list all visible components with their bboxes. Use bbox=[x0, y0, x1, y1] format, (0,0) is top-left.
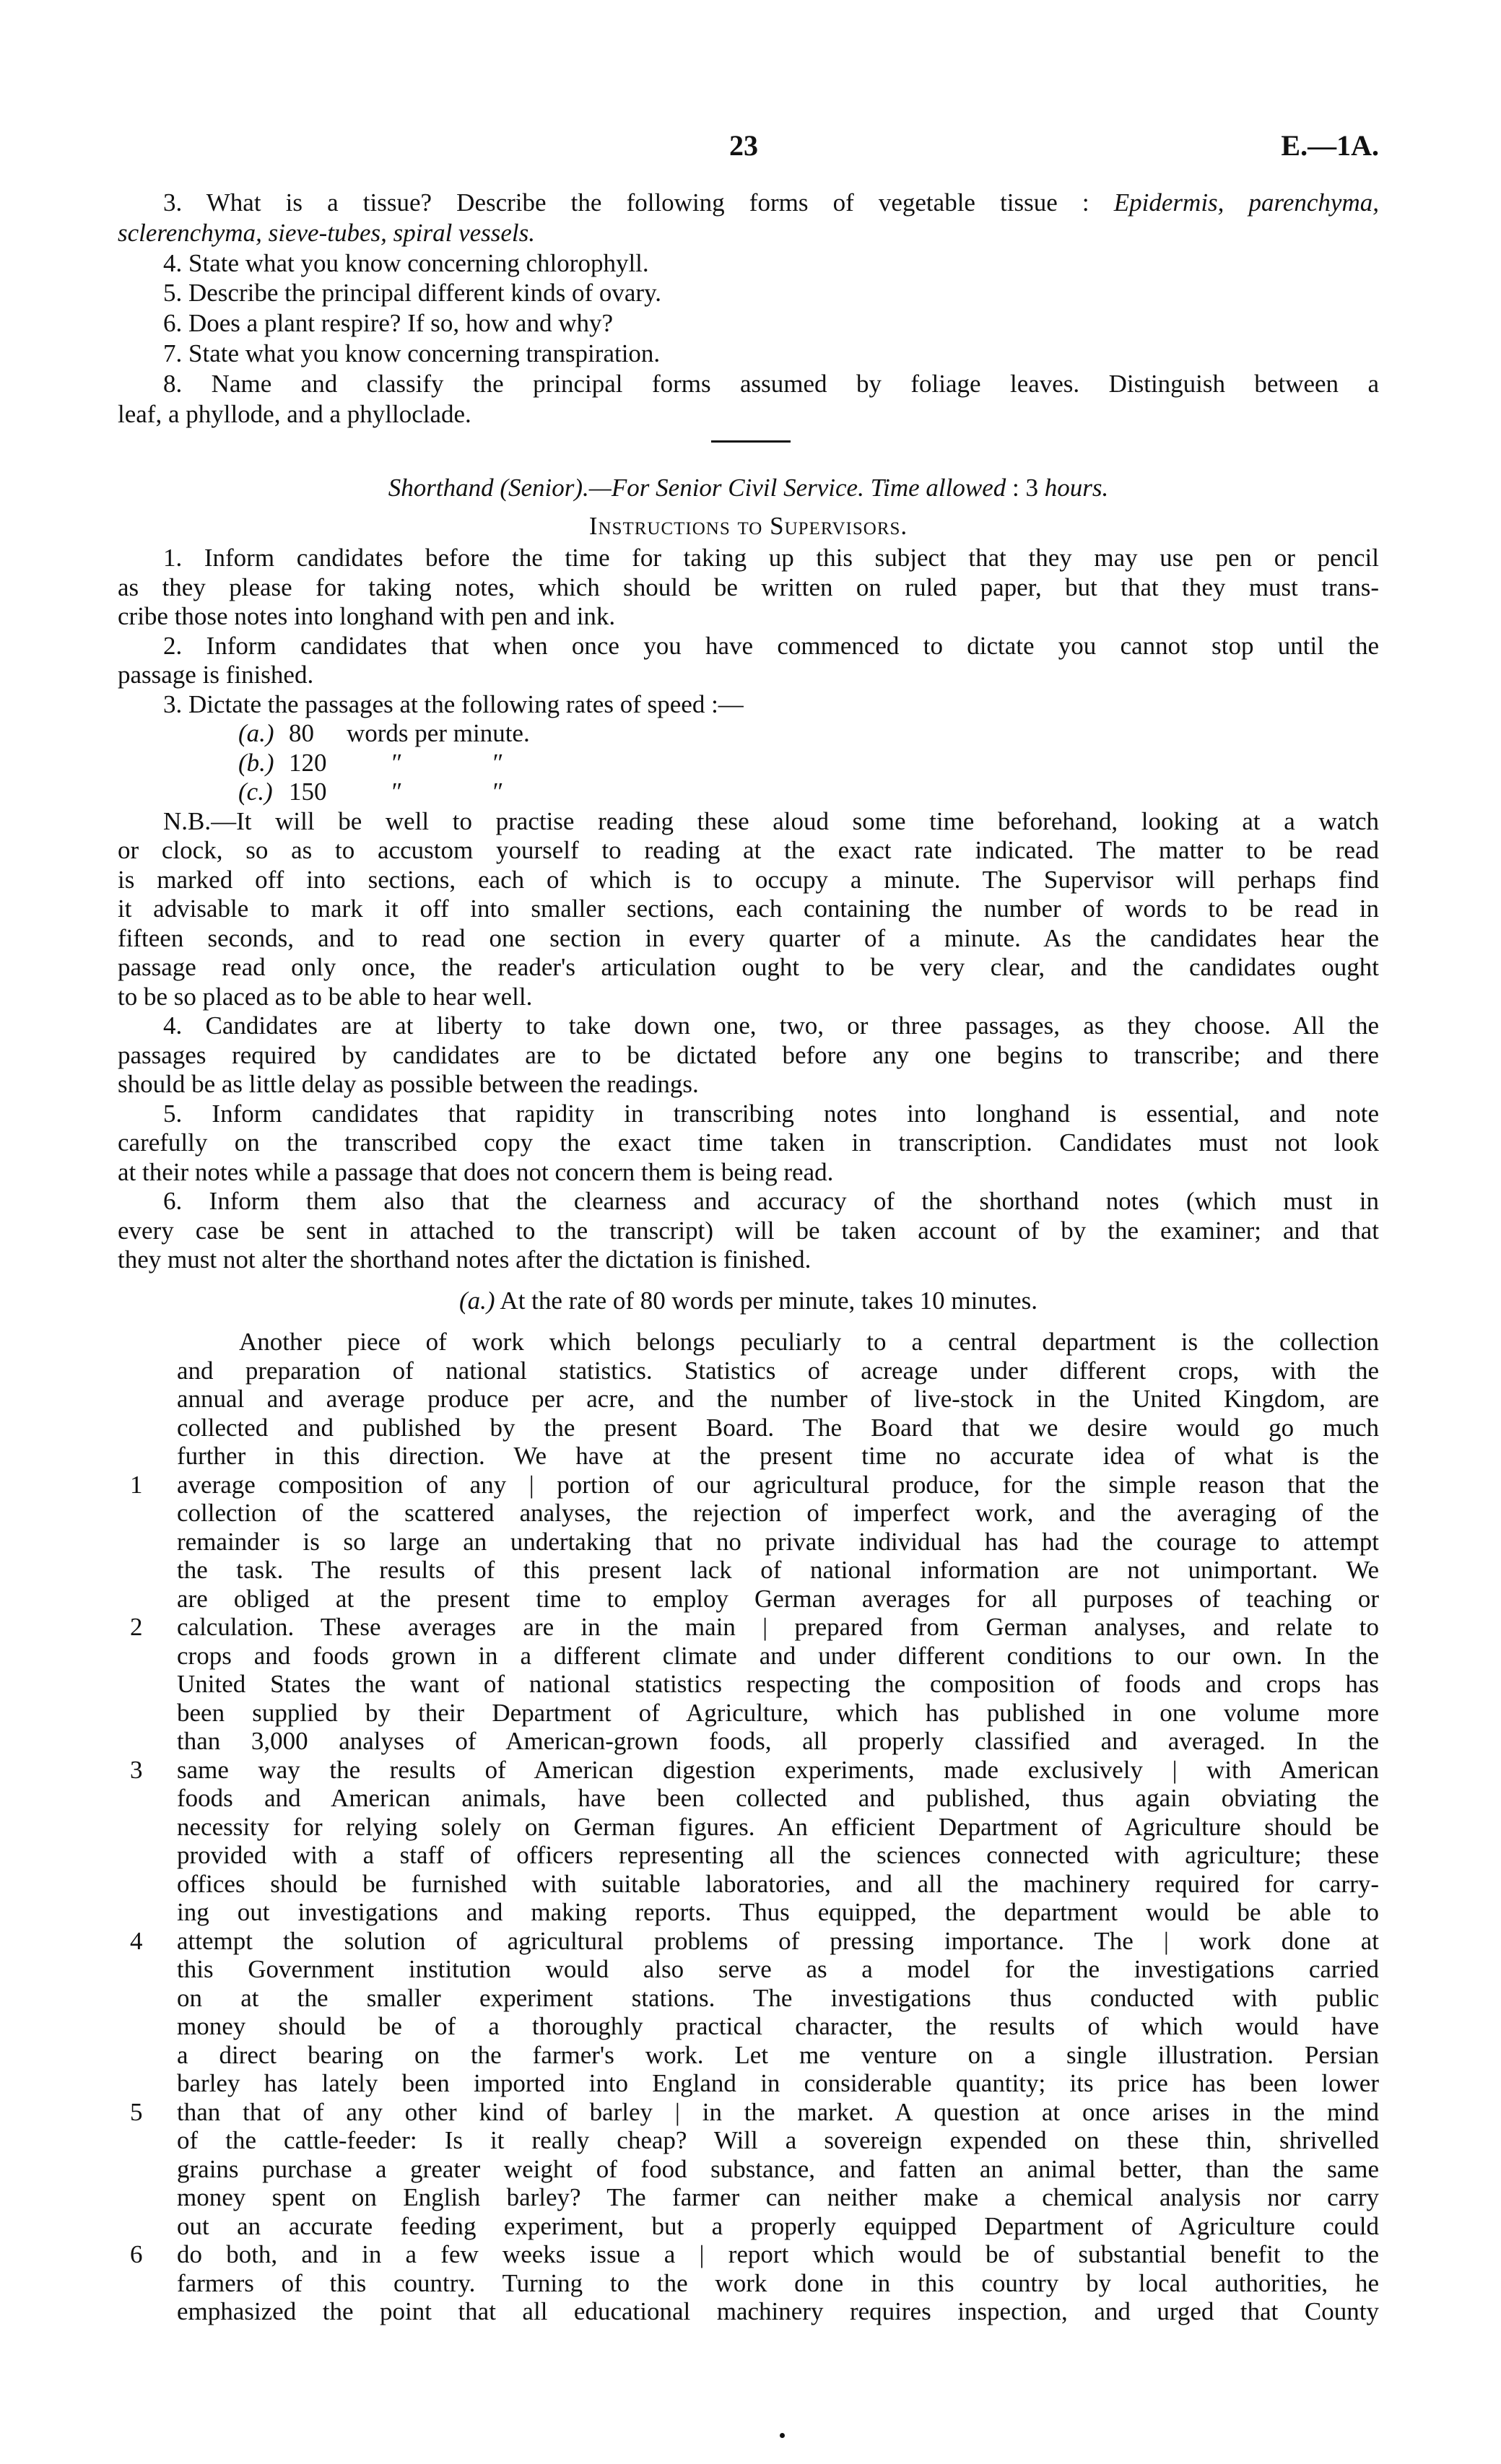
text-line: are obliged at the present time to employ German averages for all purposes of teaching or bbox=[177, 1584, 1379, 1613]
text-line bbox=[118, 953, 1379, 983]
text-segment: hours. bbox=[1044, 474, 1109, 502]
text-line bbox=[163, 309, 1379, 339]
text-line bbox=[118, 836, 1379, 866]
rate-label: (b.) bbox=[238, 748, 274, 777]
text-line bbox=[118, 983, 1379, 1012]
text-segment: passages required by candidates are to be dictated before any one begins to transcribe; and there bbox=[118, 1040, 1379, 1069]
text-segment: : 3 bbox=[1006, 474, 1045, 502]
text-segment: 4. Candidates are at liberty to take down one, two, or three passages, as they choose. All the bbox=[163, 1011, 1379, 1040]
text-line: crops and foods grown in a different climate and under different conditions to our own. In the bbox=[177, 1641, 1379, 1670]
text-segment: as they please for taking notes, which should be written on ruled paper, but that they must trans- bbox=[118, 573, 1379, 601]
text-segment: 3. Dictate the passages at the following rates of speed :— bbox=[163, 689, 744, 718]
margin-line-number: 6 bbox=[130, 2240, 143, 2268]
text-segment: carefully on the transcribed copy the exact time taken in transcription. Candidates must not look bbox=[118, 1128, 1379, 1157]
instructions-heading: Instructions to Supervisors. bbox=[588, 512, 908, 540]
text-line: further in this direction. We have at the present time no accurate idea of what is the bbox=[177, 1442, 1379, 1470]
text-line: money spent on English barley? The farmer can neither make a chemical analysis nor carry bbox=[177, 2183, 1379, 2211]
rate-ditto1: ″ bbox=[391, 748, 403, 777]
text-segment: they must not alter the shorthand notes after the dictation is finished. bbox=[118, 1245, 812, 1274]
text-segment: At the rate of 80 words per minute, takes 10 minutes. bbox=[495, 1287, 1037, 1315]
rate-value: 120 bbox=[289, 748, 327, 777]
text-line bbox=[163, 1187, 1379, 1216]
text-line bbox=[118, 1041, 1379, 1071]
text-line bbox=[163, 1100, 1379, 1129]
text-line bbox=[118, 1216, 1379, 1246]
margin-line-number: 2 bbox=[130, 1613, 143, 1641]
margin-line-number: 5 bbox=[130, 2097, 143, 2126]
text-line: calculation. These averages are in the main | prepared from German analyses, and relate to bbox=[177, 1613, 1379, 1641]
text-segment: (a.) bbox=[459, 1287, 495, 1315]
section-title bbox=[118, 474, 1379, 502]
text-line bbox=[163, 807, 1379, 837]
page-mark bbox=[780, 2433, 785, 2438]
text-segment: 5. Describe the principal different kinds of ovary. bbox=[163, 279, 662, 308]
text-line bbox=[163, 690, 1379, 720]
speed-rate-row bbox=[238, 719, 530, 748]
text-segment: Shorthand (Senior).—For Senior Civil Service. Time allowed bbox=[388, 474, 1006, 502]
text-line: than that of any other kind of barley | in the market. A question at once arises in the mind bbox=[177, 2097, 1379, 2126]
text-line: the task. The results of this present lack of national information are not unimportant. We bbox=[177, 1556, 1379, 1584]
text-line: farmers of this country. Turning to the work done in this country by local authorities, he bbox=[177, 2268, 1379, 2297]
text-line: ing out investigations and making reports. Thus equipped, the department would be able to bbox=[177, 1898, 1379, 1926]
rate-value: 80 bbox=[289, 719, 314, 747]
text-line: collected and published by the present Board. The Board that we desire would go much bbox=[177, 1413, 1379, 1442]
text-line bbox=[118, 1128, 1379, 1158]
text-line: and preparation of national statistics. Statistics of acreage under different crops, with the bbox=[177, 1356, 1379, 1385]
text-segment: to be so placed as to be able to hear well. bbox=[118, 982, 533, 1011]
text-line: grains purchase a greater weight of food substance, and fatten an animal better, than the same bbox=[177, 2154, 1379, 2183]
text-line bbox=[118, 219, 1379, 249]
text-segment: or clock, so as to accustom yourself to reading at the exact rate indicated. The matter to be read bbox=[118, 836, 1379, 864]
text-line bbox=[118, 1158, 1379, 1188]
rate-label: (a.) bbox=[238, 719, 274, 747]
text-line bbox=[163, 370, 1379, 400]
text-line: on at the smaller experiment stations. The investigations thus conducted with public bbox=[177, 1983, 1379, 2012]
text-line: than 3,000 analyses of American-grown foods, all properly classified and averaged. In the bbox=[177, 1727, 1379, 1755]
text-segment: N.B.—It will be well to practise reading these aloud some time beforehand, looking at a watch bbox=[163, 806, 1379, 835]
text-segment: it advisable to mark it off into smaller sections, each containing the number of words to be read in bbox=[118, 894, 1379, 923]
text-line: offices should be furnished with suitable laboratories, and all the machinery required for carry- bbox=[177, 1869, 1379, 1898]
margin-line-number: 4 bbox=[130, 1926, 143, 1955]
text-line bbox=[118, 924, 1379, 954]
margin-line-number: 3 bbox=[130, 1755, 143, 1784]
text-line bbox=[163, 339, 1379, 370]
text-line: average composition of any | portion of our agricultural produce, for the simple reason that the bbox=[177, 1470, 1379, 1499]
text-line bbox=[163, 1011, 1379, 1041]
rate-ditto1: ″ bbox=[391, 778, 403, 806]
rate-value: 150 bbox=[289, 778, 327, 806]
text-segment: cribe those notes into longhand with pen and ink. bbox=[118, 602, 616, 630]
rate-ditto2: ″ bbox=[492, 778, 504, 806]
text-line bbox=[118, 400, 1379, 430]
text-segment: fifteen seconds, and to read one section in every quarter of a minute. As the candidates hear the bbox=[118, 923, 1379, 952]
text-line: United States the want of national statistics respecting the composition of foods and crops has bbox=[177, 1670, 1379, 1698]
text-line: do both, and in a few weeks issue a | report which would be of substantial benefit to the bbox=[177, 2240, 1379, 2268]
text-line: been supplied by their Department of Agriculture, which has published in one volume more bbox=[177, 1698, 1379, 1727]
text-line: money should be of a thoroughly practical character, the results of which would have bbox=[177, 2012, 1379, 2040]
text-segment: 7. State what you know concerning transpiration. bbox=[163, 339, 661, 367]
text-line bbox=[118, 894, 1379, 924]
rate-label: (c.) bbox=[238, 778, 273, 806]
speed-rate-row bbox=[238, 749, 549, 778]
text-segment: should be as little delay as possible between the readings. bbox=[118, 1070, 699, 1098]
text-segment: 3. What is a tissue? Describe the following forms of vegetable tissue : bbox=[163, 188, 1114, 217]
text-segment: leaf, a phyllode, and a phylloclade. bbox=[118, 399, 471, 428]
text-segment: 6. Inform them also that the clearness and accuracy of the shorthand notes (which must in bbox=[163, 1187, 1379, 1215]
text-segment: Epidermis, parenchyma, bbox=[1113, 188, 1379, 217]
text-segment: sclerenchyma, sieve-tubes, spiral vessels. bbox=[118, 218, 535, 247]
text-line: barley has lately been imported into England in considerable quantity; its price has been lower bbox=[177, 2069, 1379, 2097]
text-line bbox=[118, 602, 1379, 632]
rate-ditto2: ″ bbox=[492, 748, 504, 777]
text-line: collection of the scattered analyses, the rejection of imperfect work, and the averaging of the bbox=[177, 1499, 1379, 1527]
text-segment: passage is finished. bbox=[118, 661, 314, 689]
document-reference: E.—1A. bbox=[1281, 129, 1379, 162]
text-line: emphasized the point that all educational machinery requires inspection, and urged that County bbox=[177, 2297, 1379, 2325]
text-line bbox=[163, 188, 1379, 219]
text-segment: 6. Does a plant respire? If so, how and why? bbox=[163, 309, 614, 338]
text-line: of the cattle-feeder: Is it really cheap? Will a sovereign expended on these thin, shrivelled bbox=[177, 2126, 1379, 2154]
rate-unit: words per minute. bbox=[347, 719, 530, 747]
speed-rate-row bbox=[238, 778, 549, 806]
text-line bbox=[118, 573, 1379, 603]
text-line bbox=[163, 249, 1379, 279]
text-line bbox=[163, 279, 1379, 309]
margin-line-number: 1 bbox=[130, 1470, 143, 1499]
text-line bbox=[163, 544, 1379, 573]
text-segment: 1. Inform candidates before the time for taking up this subject that they may use pen or pencil bbox=[163, 544, 1379, 572]
text-line: provided with a staff of officers representing all the sciences connected with agriculture; these bbox=[177, 1841, 1379, 1869]
text-line: a direct bearing on the farmer's work. Let me venture on a single illustration. Persian bbox=[177, 2040, 1379, 2069]
text-line bbox=[118, 661, 1379, 690]
text-segment: passage read only once, the reader's articulation ought to be very clear, and the candidates ought bbox=[118, 953, 1379, 981]
text-segment: 4. State what you know concerning chlorophyll. bbox=[163, 248, 649, 277]
passage-heading bbox=[118, 1287, 1379, 1315]
text-line bbox=[118, 1070, 1379, 1100]
text-segment: at their notes while a passage that does not concern them is being read. bbox=[118, 1157, 834, 1186]
page-number: 23 bbox=[729, 129, 758, 162]
text-line: remainder is so large an undertaking that no private individual has had the courage to attempt bbox=[177, 1527, 1379, 1556]
text-line bbox=[118, 1245, 1379, 1275]
text-line bbox=[118, 866, 1379, 895]
text-line: same way the results of American digestion experiments, made exclusively | with American bbox=[177, 1755, 1379, 1784]
text-line: out an accurate feeding experiment, but a properly equipped Department of Agriculture could bbox=[177, 2211, 1379, 2240]
text-line: attempt the solution of agricultural problems of pressing importance. The | work done at bbox=[177, 1926, 1379, 1955]
text-line: necessity for relying solely on German figures. An efficient Department of Agriculture should be bbox=[177, 1812, 1379, 1841]
text-segment: 2. Inform candidates that when once you have commenced to dictate you cannot stop until the bbox=[163, 631, 1379, 660]
section-divider bbox=[711, 440, 791, 443]
text-line: annual and average produce per acre, and the number of live-stock in the United Kingdom, are bbox=[177, 1385, 1379, 1413]
text-line bbox=[163, 632, 1379, 661]
text-segment: 5. Inform candidates that rapidity in transcribing notes into longhand is essential, and note bbox=[163, 1099, 1379, 1128]
text-segment: 8. Name and classify the principal forms assumed by foliage leaves. Distinguish between a bbox=[163, 369, 1379, 398]
text-segment: is marked off into sections, each of which is to occupy a minute. The Supervisor will perhaps find bbox=[118, 865, 1379, 894]
text-segment: every case be sent in attached to the transcript) will be taken account of by the examiner; and that bbox=[118, 1216, 1379, 1245]
text-line: Another piece of work which belongs peculiarly to a central department is the collection bbox=[239, 1328, 1379, 1356]
text-line: foods and American animals, have been collected and published, thus again obviating the bbox=[177, 1784, 1379, 1812]
text-line: this Government institution would also serve as a model for the investigations carried bbox=[177, 1955, 1379, 1983]
